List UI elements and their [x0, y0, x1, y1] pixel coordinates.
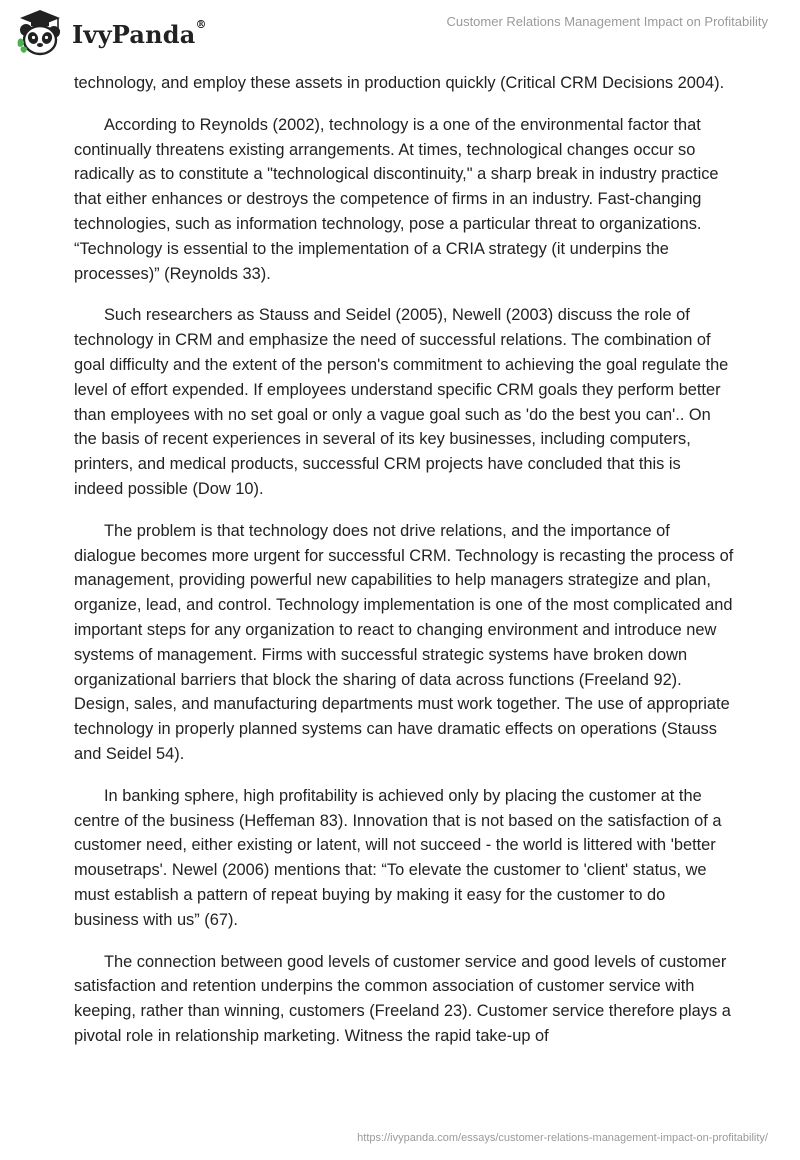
page-header	[0, 0, 800, 70]
paragraph: The connection between good levels of customer service and good levels of customer satisfaction and retention underpins the common association of customer service with keeping, rather than winning, customers (Freeland 23). Customer service therefore plays a pivotal role in relationship marketing. Witness the rapid take-up of	[74, 952, 731, 1045]
panda-logo-icon[interactable]	[14, 8, 66, 56]
paragraph: technology, and employ these assets in production quickly (Critical CRM Decisions 2004).	[74, 74, 725, 92]
registered-mark: ®	[195, 18, 207, 31]
paragraph: In banking sphere, high profitability is achieved only by placing the customer at the centre of the business (Heffeman 83). Innovation that is not based on the satisfaction of a customer need, either existing or latent, will not succeed - the world is littered with 'better mousetraps'. Newel (2006) mentions that: “To elevate the customer to 'client' status, we must establish a pattern of repeat buying by making it easy for the customer to do business with us” (67).	[74, 786, 722, 929]
paragraph: According to Reynolds (2002), technology is a one of the environmental factor that continually threatens existing arrangements. At times, technological changes occur so radically as to constitute a "technological discontinuity," a sharp break in industry practice that either enhances or destroys the competence of firms in an industry. Fast-changing technologies, such as information technology, pose a particular threat to organizations. “Technology is essential to the implementation of a CRIA strategy (it underpins the processes)” (Reynolds 33).	[74, 115, 719, 283]
essay-body	[74, 71, 734, 1066]
source-url-link[interactable]: https://ivypanda.com/essays/customer-relations-management-impact-on-profitability/	[357, 1132, 768, 1144]
paragraph: The problem is that technology does not drive relations, and the importance of dialogue becomes more urgent for successful CRM. Technology is recasting the process of management, providing powerful new capabilities to help managers strategize and plan, organize, lead, and control. Technology implementation is one of the most complicated and important steps for any organization to react to changing environment and introduce new systems of management. Firms with successful strategic systems have broken down organizational barriers that block the sharing of data across functions (Freeland 92). Design, sales, and manufacturing departments must work together. The use of appropriate technology in properly planned systems can have dramatic effects on operations (Stauss and Seidel 54).	[74, 521, 734, 763]
brand-name[interactable]: IvyPanda®	[72, 18, 207, 49]
paragraph: Such researchers as Stauss and Seidel (2005), Newell (2003) discuss the role of technology in CRM and emphasize the need of successful relations. The combination of goal difficulty and the extent of the person's commitment to achieving the goal regulate the level of effort expended. If employees understand specific CRM goals they perform better than employees with no set goal or only a vague goal such as 'do the best you can'.. On the basis of recent experiences in several of its key businesses, including computers, printers, and medical products, successful CRM projects have concluded that this is indeed possible (Dow 10).	[74, 306, 729, 498]
document-title: Customer Relations Management Impact on Profitability	[446, 14, 768, 29]
